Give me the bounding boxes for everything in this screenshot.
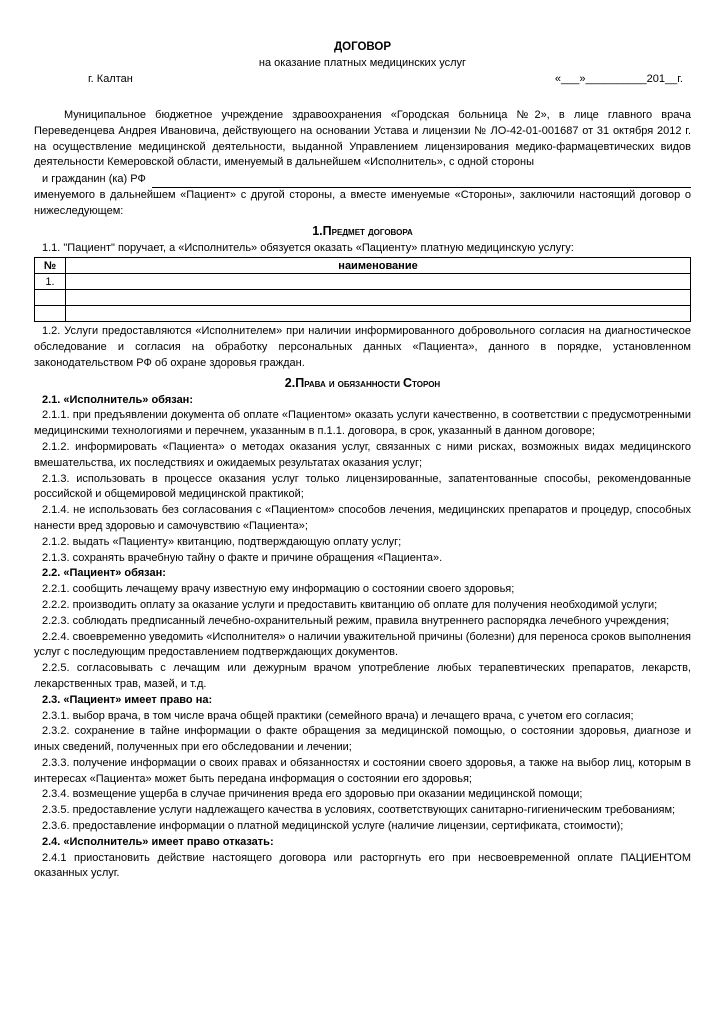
- subsection-2-3-heading: 2.3. «Пациент» имеет право на:: [42, 693, 213, 706]
- table-row: [35, 290, 691, 306]
- clause-2-1-6: 2.1.3. сохранять врачебную тайну о факте и причине обращения «Пациента».: [42, 551, 443, 564]
- subsection-2-1-heading: 2.1. «Исполнитель» обязан:: [42, 393, 193, 406]
- clause-2-4-1: 2.4.1 приостановить действие настоящего договора или расторгнуть его при несвоевременной оплате ПАЦИЕНТОМ оказанных услуг.: [34, 851, 691, 880]
- citizen-name-blank: [152, 175, 691, 188]
- clause-2-3-4: 2.3.4. возмещение ущерба в случае причинения вреда его здоровью при оказании медицинской помощи;: [42, 788, 583, 801]
- date-field: «___»__________201__г.: [554, 73, 683, 85]
- subsection-2-4-heading: 2.4. «Исполнитель» имеет право отказать:: [42, 835, 274, 848]
- table-header-row: [35, 258, 691, 274]
- document-title: ДОГОВОР: [333, 41, 392, 53]
- clause-1-2: 1.2. Услуги предоставляются «Исполнителем» при наличии информированного добровольного согласия на диагностическое обследование и согласия на обработку персональных данных «Пациента», данного в порядке, установленном законодательством РФ об охране здоровья граждан.: [34, 325, 691, 369]
- clause-1-1: 1.1. "Пациент" поручает, а «Исполнитель» обязуется оказать «Пациенту» платную медицинскую услугу:: [42, 241, 574, 254]
- table-cell: [66, 274, 691, 290]
- table-cell: 1.: [35, 274, 66, 290]
- clause-2-3-3: 2.3.3. получение информации о своих правах и обязанностях и состоянии своего здоровья, а также на выбор лиц, которым в интересах «Пациента» может быть передана информация о состоянии его здоровья;: [34, 756, 691, 785]
- clause-2-1-2: 2.1.2. информировать «Пациента» о методах оказания услуг, связанных с ними рисках, возможных видах медицинского вмешательства, их последствиях и ожидаемых результатах оказания услуг;: [34, 440, 691, 469]
- table-cell: [35, 306, 66, 322]
- table-row: [35, 274, 691, 290]
- section-2-heading: 2.Права и обязанности Сторон: [284, 375, 441, 390]
- clause-2-2-4: 2.2.4. своевременно уведомить «Исполнителя» о наличии уважительной причины (болезни) для переноса сроков выполнения услуг с последующим предоставлением подтверждающих документов.: [34, 630, 691, 659]
- section-1-heading: 1.Предмет договора: [312, 223, 413, 238]
- clause-2-3-5: 2.3.5. предоставление услуги надлежащего качества в условиях, соответствующих санитарно-гигиеническим требованиям;: [42, 804, 676, 817]
- clause-2-1-4: 2.1.4. не использовать без согласования с «Пациентом» способов лечения, медицинских препаратов и процедур, способных нанести вред здоровью и самочувствию «Пациента»;: [34, 504, 691, 532]
- preamble-paragraph: Муниципальное бюджетное учреждение здравоохранения «Городская больница №2», в лице главного врача Переведенцева Андрея Ивановича, действующего на основании Устава и лицензии № ЛО-42-01-001687 от 31 октября 2012 г. на осуществление медицинской деятельности, выданной Управлением лицензирования медико-фармацевтических видов деятельности Кемеровской области, именуемый в дальнейшем «Исполнитель», с одной стороны: [34, 109, 691, 169]
- clause-2-3-1: 2.3.1. выбор врача, в том числе врача общей практики (семейного врача) и лечащего врача, с учетом его согласия;: [42, 709, 634, 722]
- column-number: №: [35, 258, 66, 274]
- citizen-line: [34, 171, 691, 188]
- city-date-line: [34, 72, 691, 108]
- subsection-2-2-heading: 2.2. «Пациент» обязан:: [42, 567, 166, 580]
- column-name: наименование: [66, 258, 691, 274]
- table-cell: [66, 290, 691, 306]
- city: г. Калтан: [88, 73, 133, 85]
- table-cell: [35, 290, 66, 306]
- clause-2-1-5: 2.1.2. выдать «Пациенту» квитанцию, подтверждающую оплату услуг;: [42, 535, 402, 548]
- clause-2-2-5: 2.2.5. согласовывать с лечащим или дежурным врачом употребление любых терапевтических препаратов, лекарств, лекарственных трав, мазей, и т.д.: [34, 662, 691, 690]
- clause-2-3-2: 2.3.2. сохранение в тайне информации о факте обращения за медицинской помощью, о состоянии здоровья, диагнозе и иных сведений, полученных при его обследовании и лечении;: [34, 725, 691, 754]
- clause-2-3-6: 2.3.6. предоставление информации о платной медицинской услуге (наличие лицензии, сертификата, стоимости);: [42, 820, 624, 833]
- services-table: [34, 257, 691, 322]
- preamble-continuation: именуемого в дальнейшем «Пациент» с другой стороны, а вместе именуемые «Стороны», заключили настоящий договор о нижеследующем:: [34, 189, 691, 217]
- clause-2-2-1: 2.2.1. сообщить лечащему врачу известную ему информацию о состоянии своего здоровья;: [42, 583, 515, 596]
- clause-2-2-3: 2.2.3. соблюдать предписанный лечебно-охранительный режим, правила внутреннего распорядка лечебного учреждения;: [42, 614, 670, 627]
- table-row: [35, 306, 691, 322]
- table-cell: [66, 306, 691, 322]
- clause-2-1-3: 2.1.3. использовать в процессе оказания услуг только лицензированные, запатентованные способы, рекомендованные российской и общемировой медицинской практикой;: [34, 472, 691, 501]
- clause-2-1-1: 2.1.1. при предъявлении документа об оплате «Пациентом» оказать услуги качественно, в соответствии с предусмотренными медицинскими технологиями и перечнем, указанным в п.1.1. договора, в срок, указанный в данном договоре;: [34, 409, 691, 438]
- document-subtitle: на оказание платных медицинских услуг: [258, 57, 467, 69]
- citizen-label: и гражданин (ка) РФ: [42, 173, 146, 186]
- contract-document: [34, 40, 691, 882]
- clause-2-2-2: 2.2.2. производить оплату за оказание услуги и предоставить квитанцию об оплате для получения необходимой услуги;: [42, 598, 658, 611]
